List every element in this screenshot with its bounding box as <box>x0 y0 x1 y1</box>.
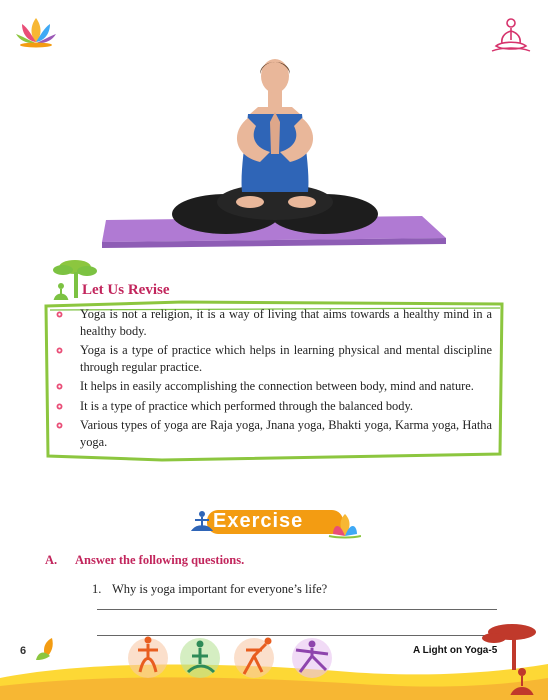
section-letter: A. <box>45 553 58 567</box>
flower-bullet-icon <box>56 311 63 318</box>
book-title: A Light on Yoga-5 <box>413 645 498 656</box>
exercise-title: Exercise <box>213 510 304 532</box>
page-number: 6 <box>20 645 27 657</box>
answer-line[interactable] <box>97 609 497 610</box>
list-item <box>52 398 492 415</box>
woman-meditating-photo <box>100 52 450 250</box>
revise-item-text: It helps in easily accomplishing the connection between body, mind and nature. <box>80 379 474 393</box>
list-item <box>52 306 492 339</box>
revise-item-text: Yoga is a type of practice which helps in learning physical and mental discipline through regular practice. <box>80 343 492 374</box>
revise-item-text: It is a type of practice which performed through the balanced body. <box>80 398 413 413</box>
revise-item-text: Various types of yoga are Raja yoga, Jnana yoga, Bhakti yoga, Karma yoga, Hatha yoga. <box>80 418 492 449</box>
revise-item-text: Yoga is not a religion, it is a way of living that aims towards a healthy mind in a healthy body. <box>80 307 492 338</box>
section-title: Answer the following questions. <box>75 553 245 567</box>
list-item <box>52 342 492 375</box>
flower-bullet-icon <box>56 347 63 354</box>
flower-bullet-icon <box>56 422 63 429</box>
list-item <box>52 378 492 395</box>
revise-list <box>52 306 492 453</box>
revise-title: Let Us Revise <box>82 282 170 298</box>
flower-bullet-icon <box>56 383 63 390</box>
meditating-person-icon <box>490 16 532 54</box>
list-item <box>52 417 492 450</box>
footer-decoration <box>0 620 548 700</box>
question-number: 1. <box>92 582 102 596</box>
question-text: Why is yoga important for everyone’s life? <box>112 582 328 596</box>
flower-bullet-icon <box>56 403 63 410</box>
lotus-icon <box>14 14 58 50</box>
